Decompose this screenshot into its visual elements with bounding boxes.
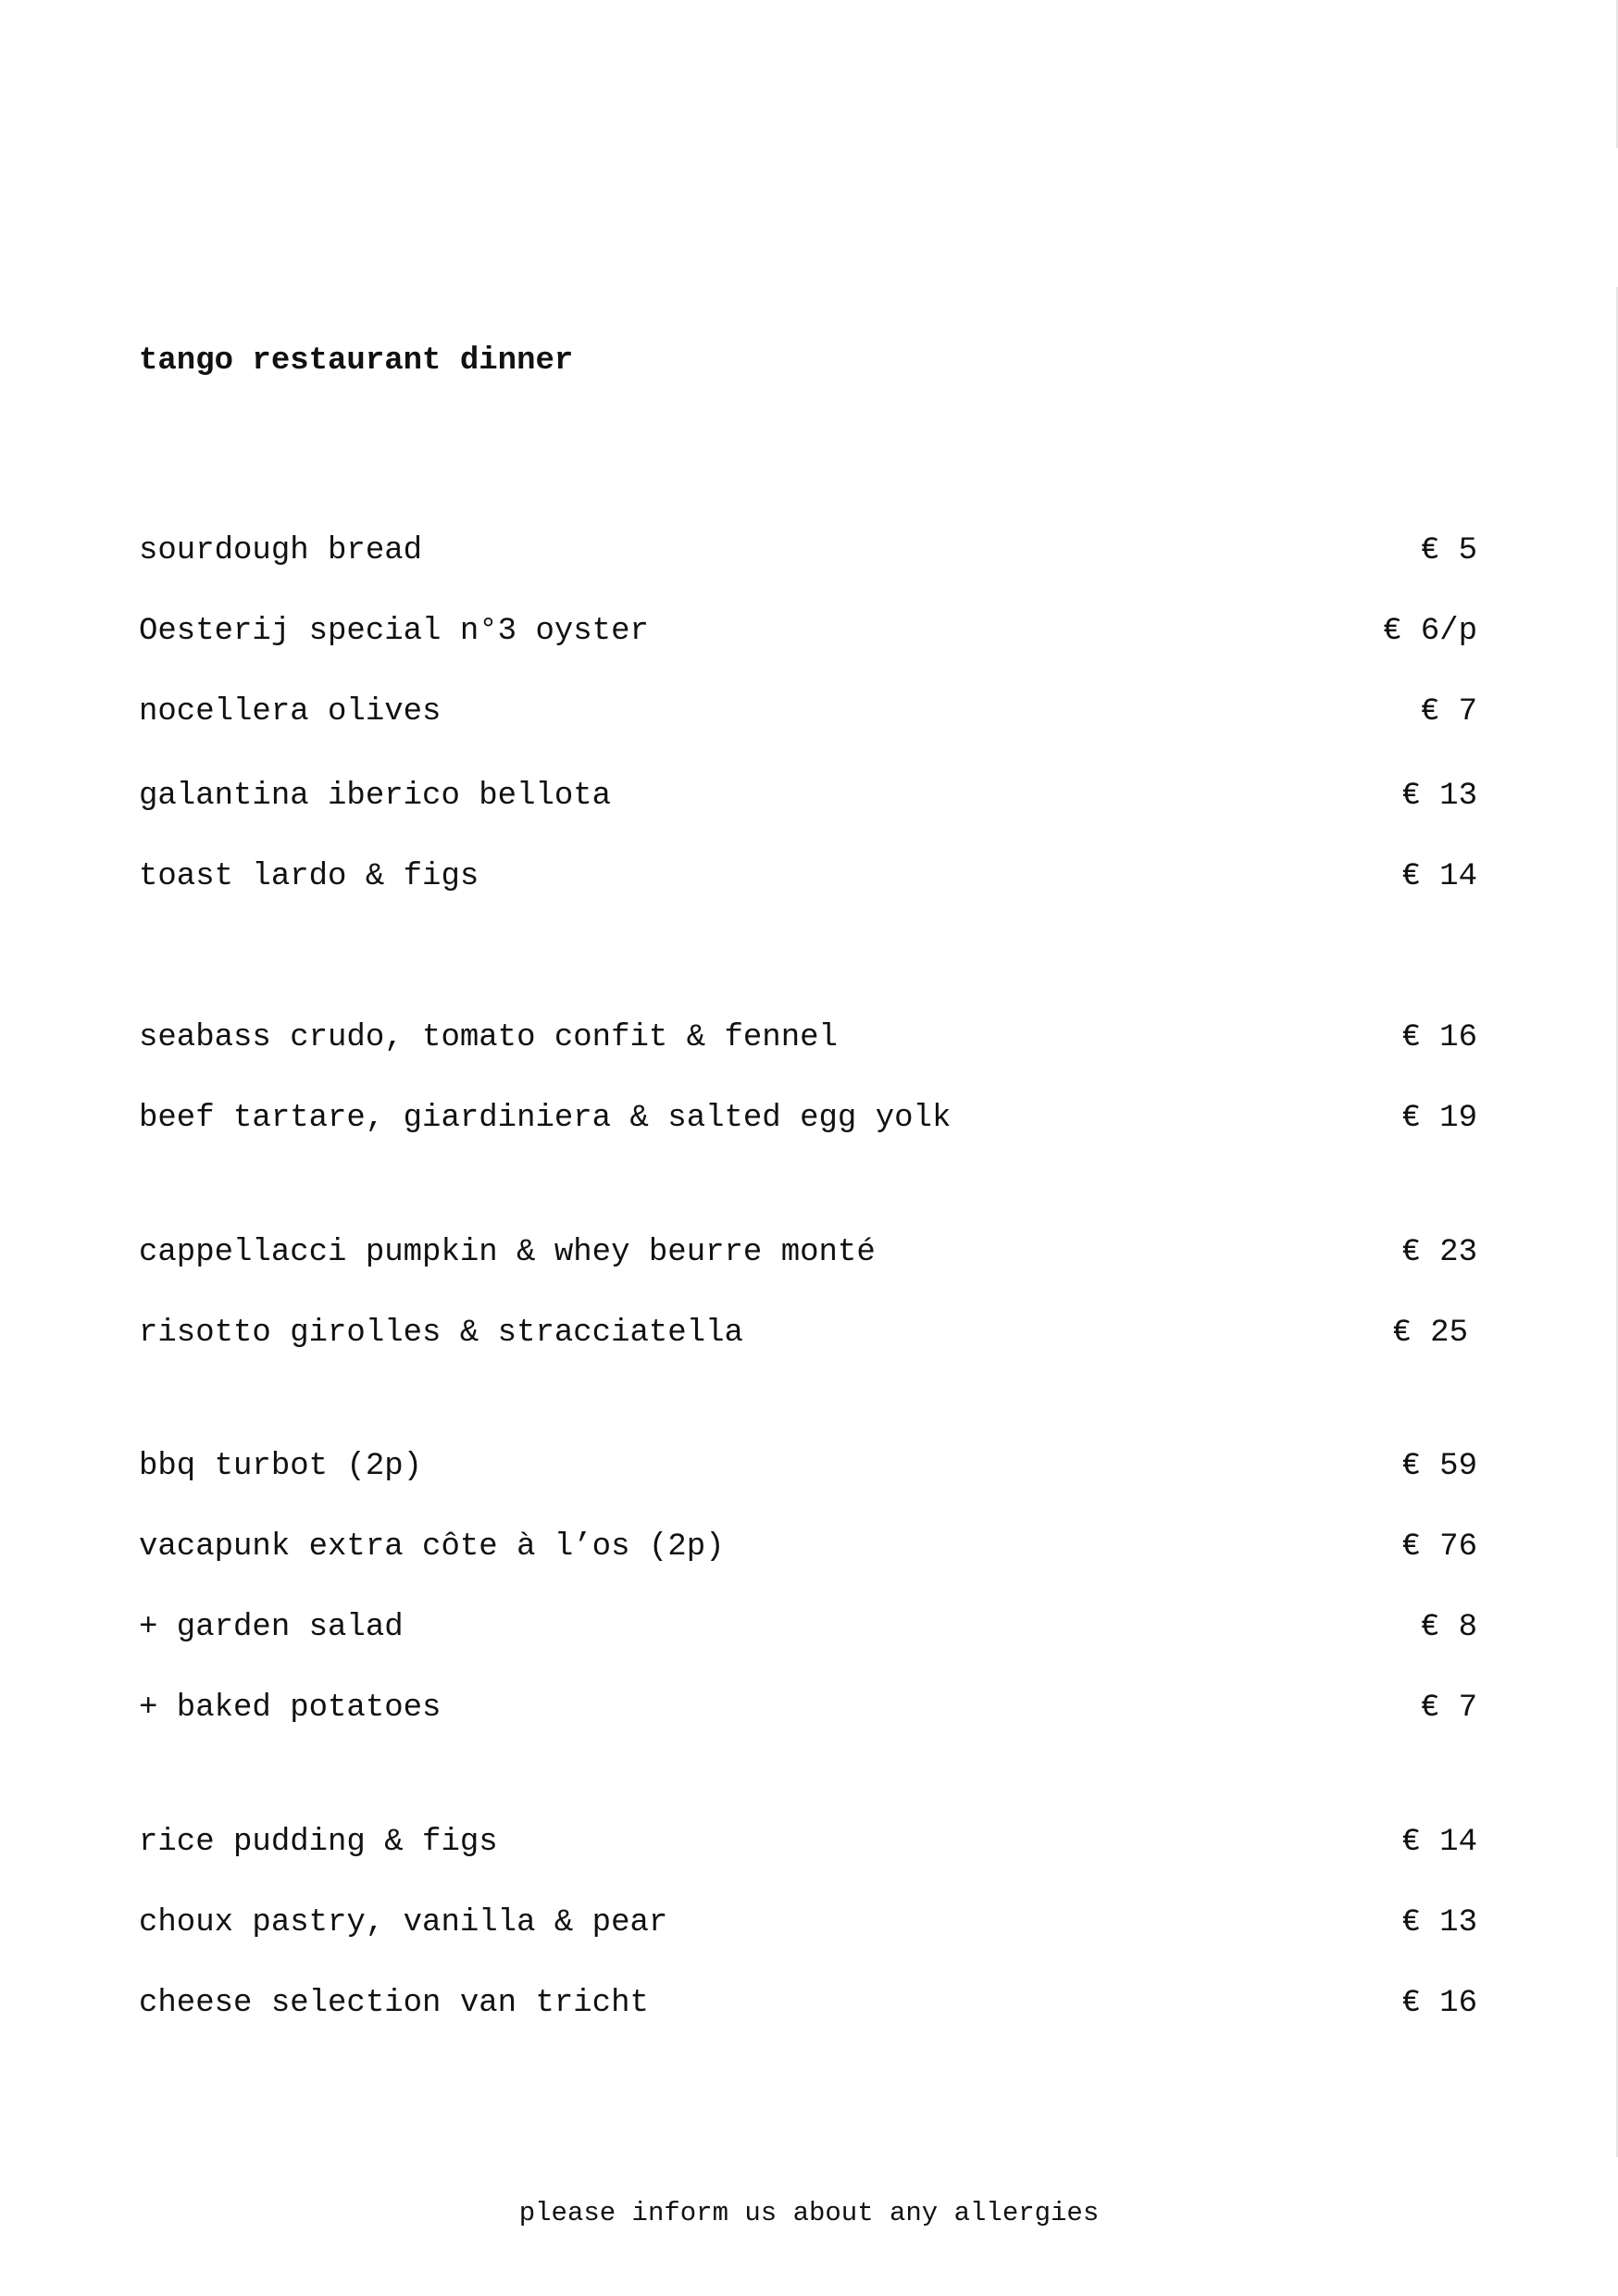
- menu-item-price: € 14: [1401, 1825, 1477, 1860]
- menu-item-name: sourdough bread: [139, 533, 423, 568]
- menu-item: [139, 778, 1477, 815]
- menu-item: [139, 613, 1477, 650]
- menu-item-price: € 8: [1420, 1610, 1477, 1645]
- menu-item: [139, 1234, 1477, 1271]
- menu-item-price: € 25: [1392, 1316, 1468, 1351]
- menu-item-price: € 14: [1401, 859, 1477, 894]
- menu-title: tango restaurant dinner: [139, 343, 574, 379]
- menu-item-name: + baked potatoes: [139, 1691, 442, 1726]
- menu-item-name: toast lardo & figs: [139, 859, 479, 894]
- menu-item: [139, 858, 1477, 895]
- allergy-notice: please inform us about any allergies: [518, 2198, 1100, 2228]
- menu-item: [139, 1824, 1477, 1861]
- menu-item-name: rice pudding & figs: [139, 1825, 498, 1860]
- menu-item-price: € 16: [1401, 1986, 1477, 2021]
- menu-item-price: € 16: [1401, 1020, 1477, 1055]
- menu-item-price: € 23: [1401, 1235, 1477, 1270]
- menu-item-price: € 7: [1420, 1691, 1477, 1726]
- menu-item: [139, 1529, 1477, 1566]
- menu-item: [139, 1100, 1477, 1137]
- menu-item: [139, 1315, 1477, 1352]
- menu-item-name: galantina iberico bellota: [139, 779, 612, 814]
- menu-item-name: + garden salad: [139, 1610, 404, 1645]
- menu-item-name: nocellera olives: [139, 694, 442, 730]
- menu-item-price: € 6/p: [1382, 614, 1477, 649]
- menu-item-name: vacapunk extra côte à l’os (2p): [139, 1529, 725, 1565]
- menu-item-name: beef tartare, giardiniera & salted egg yolk: [139, 1101, 952, 1136]
- menu-item: [139, 1904, 1477, 1941]
- menu-item: [139, 693, 1477, 730]
- menu-item-price: € 19: [1401, 1101, 1477, 1136]
- menu-item-price: € 13: [1401, 779, 1477, 814]
- menu-item-name: cheese selection van tricht: [139, 1986, 649, 2021]
- menu-item-price: € 7: [1420, 694, 1477, 730]
- menu-item: [139, 1985, 1477, 2022]
- menu-item-price: € 5: [1420, 533, 1477, 568]
- menu-item-name: cappellacci pumpkin & whey beurre monté: [139, 1235, 876, 1270]
- menu-item-name: risotto girolles & stracciatella: [139, 1316, 743, 1351]
- menu-item-price: € 76: [1401, 1529, 1477, 1565]
- menu-item: [139, 532, 1477, 569]
- menu-item: [139, 1690, 1477, 1727]
- menu-item: [139, 1019, 1477, 1056]
- menu-item: [139, 1448, 1477, 1485]
- menu-item-name: seabass crudo, tomato confit & fennel: [139, 1020, 838, 1055]
- menu-item-name: Oesterij special n°3 oyster: [139, 614, 649, 649]
- menu-item-name: choux pastry, vanilla & pear: [139, 1905, 668, 1940]
- menu-item-price: € 59: [1401, 1449, 1477, 1484]
- menu-item-price: € 13: [1401, 1905, 1477, 1940]
- menu-item-name: bbq turbot (2p): [139, 1449, 423, 1484]
- menu-item: [139, 1609, 1477, 1646]
